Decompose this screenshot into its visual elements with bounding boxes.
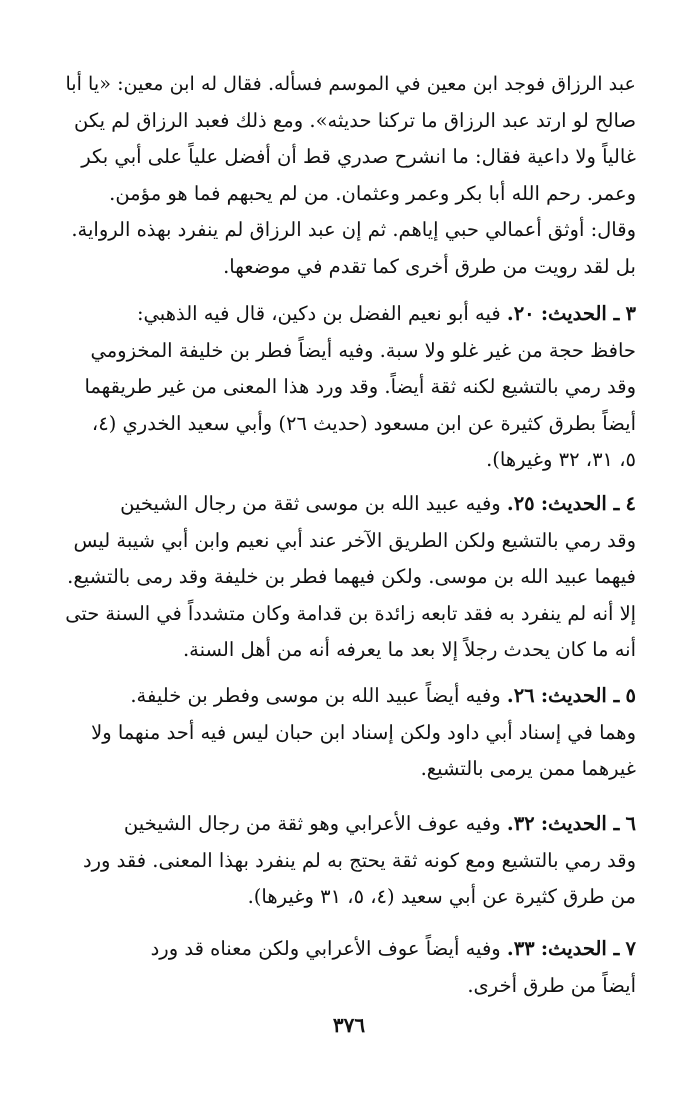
text-line-heading: [62, 296, 636, 333]
item-number: ٧: [625, 937, 636, 960]
paragraph-continuation: [62, 66, 636, 285]
paragraph-hadith-4: [62, 486, 636, 669]
paragraph-hadith-7: [62, 931, 636, 1004]
text-line: بل لقد رويت من طرق أخرى كما تقدم في موضعها.: [223, 254, 636, 278]
text-line-heading: [62, 806, 636, 843]
hadith-label: ـ الحديث:: [540, 812, 620, 835]
text-line: من طرق كثيرة عن أبي سعيد (٤، ٥، ٣١ وغيرها).: [247, 885, 636, 908]
paragraph-hadith-6: [62, 806, 636, 916]
text-line: فيهما عبيد الله بن موسى. ولكن فيهما فطر بن خليفة وقد رمى بالتشيع.: [67, 565, 636, 588]
hadith-label: ـ الحديث:: [540, 302, 620, 325]
hadith-reference: ٢٠.: [506, 302, 535, 325]
text-line: عبد الرزاق فوجد ابن معين في الموسم فسأله. فقال له ابن معين: «يا أبا: [65, 72, 636, 95]
item-number: ٦: [625, 812, 636, 835]
heading-text: فيه أبو نعيم الفضل بن دكين، قال فيه الذهبي:: [136, 302, 501, 325]
text-line: صالح لو ارتد عبد الرزاق ما تركنا حديثه». ومع ذلك فعبد الرزاق لم يكن: [73, 108, 636, 132]
text-line: إلا أنه لم ينفرد به فقد تابعه زائدة بن قدامة وكان متشدداً في السنة حتى: [65, 601, 636, 625]
hadith-label: ـ الحديث:: [540, 492, 620, 515]
hadith-label: ـ الحديث:: [540, 684, 620, 707]
hadith-reference: ٣٣.: [506, 937, 535, 960]
text-line: أيضاً بطرق كثيرة عن ابن مسعود (حديث ٢٦) وأبي سعيد الخدري (٤،: [91, 411, 636, 435]
text-line: وقد رمي بالتشيع لكنه ثقة أيضاً. وقد ورد هذا المعنى من غير طريقهما: [84, 375, 636, 398]
text-line: وقد رمي بالتشيع ومع كونه ثقة يحتج به لم ينفرد بهذا المعنى. فقد ورد: [82, 848, 636, 872]
text-line-heading: [62, 486, 636, 523]
text-line-heading: [62, 678, 636, 715]
hadith-reference: ٣٢.: [506, 812, 535, 835]
page-number: ٣٧٦: [332, 1013, 366, 1037]
text-line: وهما في إسناد أبي داود ولكن إسناد ابن حبان ليس فيه أحد منهما ولا: [91, 720, 636, 744]
heading-text: وفيه عبيد الله بن موسى ثقة من رجال الشيخين: [120, 492, 501, 515]
text-line: غالياً ولا داعية فقال: ما انشرح صدري قط أن أفضل علياً على أبي بكر: [81, 145, 636, 168]
text-line-heading: [62, 931, 636, 968]
text-line: وقد رمي بالتشيع ولكن الطريق الآخر عند أبي نعيم وابن أبي شيبة ليس: [73, 528, 636, 552]
heading-text: وفيه أيضاً عبيد الله بن موسى وفطر بن خليفة.: [130, 684, 501, 707]
text-line: حافظ حجة من غير غلو ولا سبة. وفيه أيضاً فطر بن خليفة المخزومي: [90, 338, 636, 362]
hadith-reference: ٢٦.: [506, 684, 535, 707]
heading-text: وفيه عوف الأعرابي وهو ثقة من رجال الشيخين: [123, 812, 501, 835]
paragraph-hadith-5: [62, 678, 636, 788]
text-line: وعمر. رحم الله أبا بكر وعمر وعثمان. من لم يحبهم فما هو مؤمن.: [109, 181, 636, 205]
text-line: ٥، ٣١، ٣٢ وغيرها).: [486, 448, 636, 471]
heading-text: وفيه أيضاً عوف الأعرابي ولكن معناه قد ورد: [150, 937, 501, 960]
item-number: ٤: [625, 492, 636, 515]
text-line: وقال: أوثق أعمالي حبي إياهم. ثم إن عبد الرزاق لم ينفرد بهذه الرواية.: [71, 218, 636, 241]
text-line: أيضاً من طرق أخرى.: [467, 973, 636, 997]
hadith-reference: ٢٥.: [506, 492, 535, 515]
text-line: غيرهما ممن يرمى بالتشيع.: [420, 757, 636, 780]
item-number: ٥: [625, 684, 636, 707]
hadith-label: ـ الحديث:: [540, 937, 620, 960]
text-line: أنه ما كان يحدث رجلاً إلا بعد ما يعرفه أنه من أهل السنة.: [182, 638, 636, 661]
item-number: ٣: [625, 302, 636, 325]
paragraph-hadith-3: [62, 296, 636, 479]
